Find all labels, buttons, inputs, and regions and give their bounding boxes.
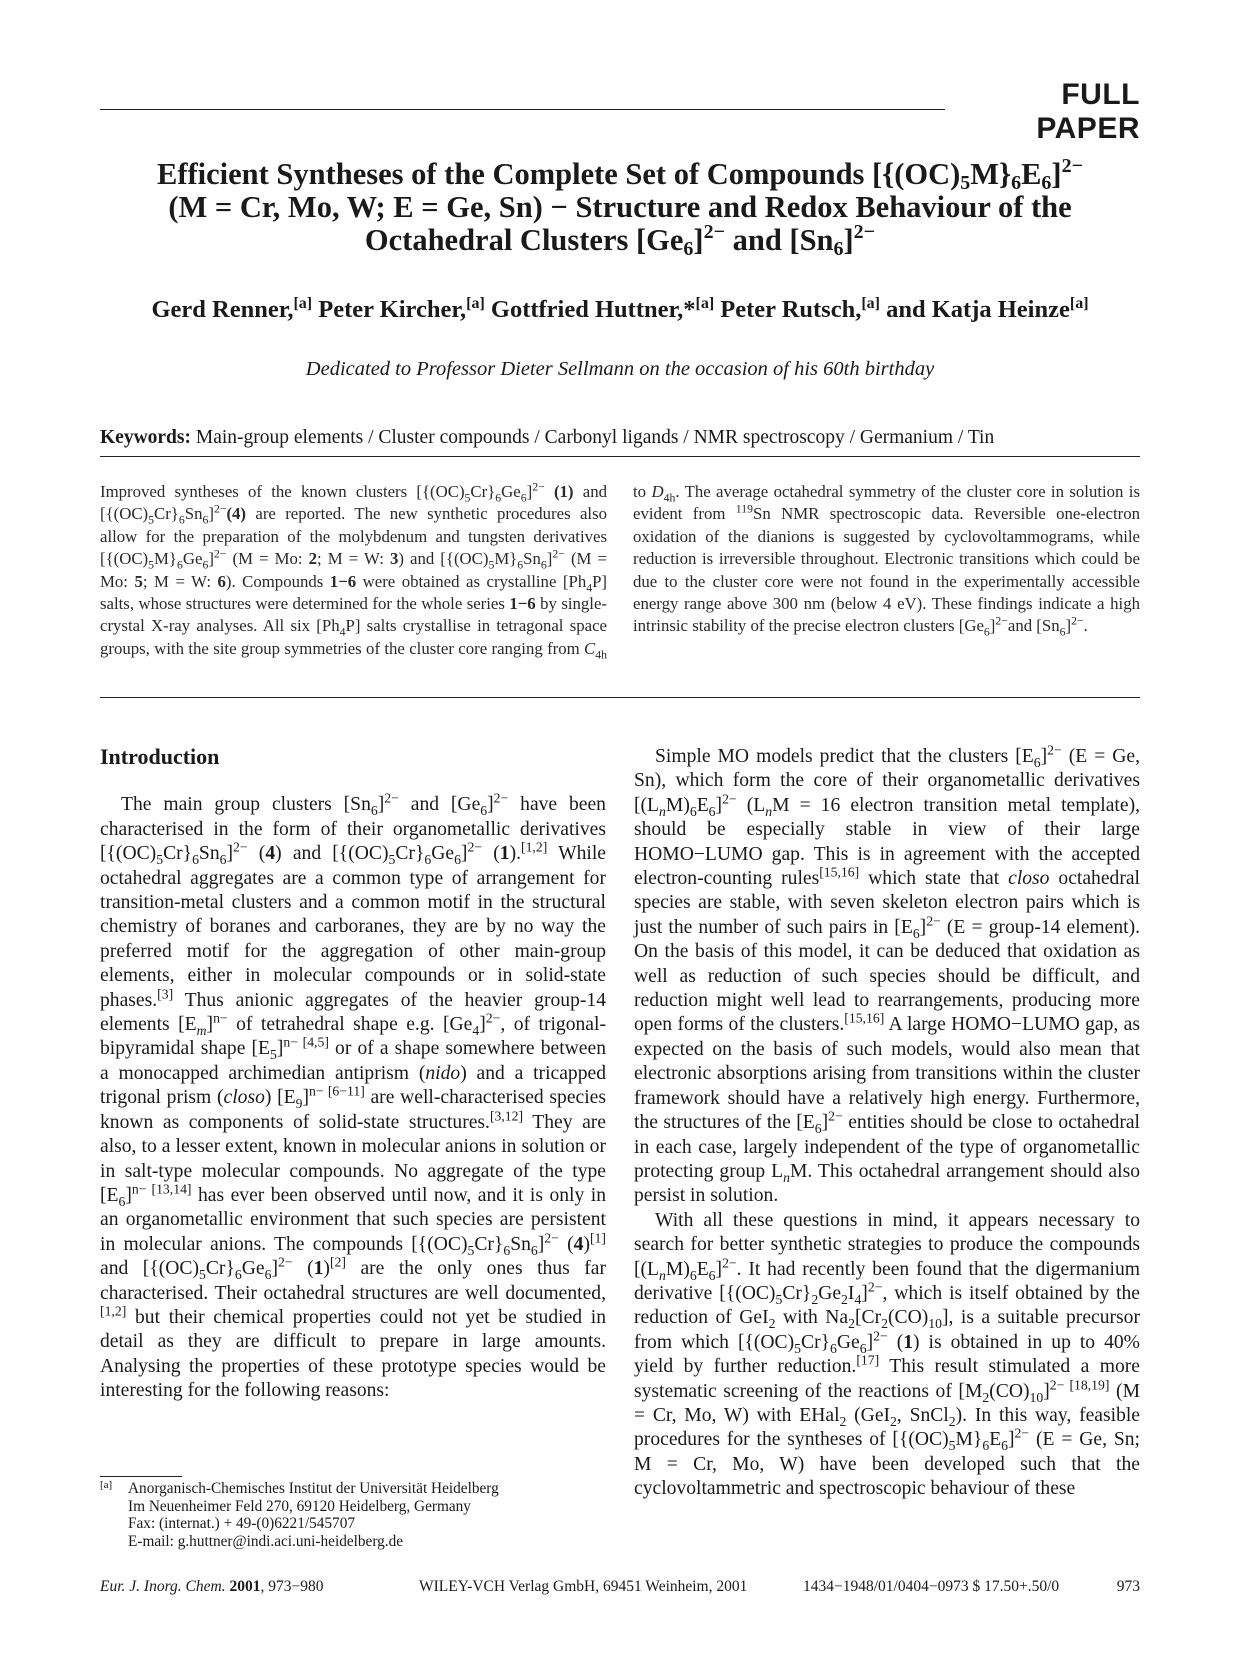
author: Gottfried Huttner,* <box>490 296 696 323</box>
article-body <box>100 742 1141 1545</box>
article-title: Efficient Syntheses of the Complete Set of Compounds $[\{(OC)_5M\}_6E_6]^{2-}$ (M = Cr, Mo, W; E = Ge, Sn) − Structure and Redox Behaviour of the Octahedral Clusters $[Ge_6]^{2-}$ and $[Sn_6]^{2-}$ <box>156 155 1083 260</box>
keywords-label: Keywords: <box>100 427 191 448</box>
publisher: WILEY-VCH Verlag GmbH, 69451 Weinheim, 2001 <box>419 1578 748 1595</box>
paragraph: With all these questions in mind, it appears necessary to search for better synthetic strategies to produce the compounds $[(L_nM)_6E_6]^{2-}$. It had recently been found that the digermanium derivative $[\{(OC)_5Cr\}_2Ge_2I_4]^{2-}$, which is itself obtained by the reduction of GeI$_2$ with $Na_2[Cr_2(CO)_{10}]$, is a suitable precursor from which $[\{(OC)_5Cr\}_6Ge_6]^{2-}$ (1) is obtained in up to 40% yield by further reduction.[17] This result stimulated a more systematic screening of the reactions of $[M_2(CO)_{10}]^{2- [18,19]}$ (M = Cr, Mo, W) with EHal$_2$ (GeI$_2$, SnCl$_2$). In this way, feasible procedures for the syntheses of $[\{(OC)_5M\}_6E_6]^{2-}$ (E = Ge, Sn; M = Cr, Mo, W) have been developed such that the cyclovoltammetric and spectroscopic behaviour of these <box>634 1209 1141 1500</box>
footnote-mark: [a] <box>100 1479 113 1491</box>
abstract-bottom-rule <box>100 697 1140 698</box>
footnote-line[interactable]: E-mail: g.huttner@indi.aci.uni-heidelberg.de <box>128 1532 404 1550</box>
affiliation-footnote <box>100 1480 605 1550</box>
author: Gerd Renner, <box>151 296 294 323</box>
footnote-rule <box>100 1476 182 1477</box>
journal-citation: Eur. J. Inorg. Chem. 2001, 973−980 <box>100 1578 324 1595</box>
section-heading: Introduction <box>100 744 220 769</box>
author: Peter Rutsch, <box>720 296 862 323</box>
abstract: Improved syntheses of the known clusters $[\{(OC)_5Cr\}_6Ge_6]^{2-}$ (1) and $[\{(OC)_5Cr\}_6Sn_6]^{2-}(4)$ are reported. The new synthetic procedures also allow for the preparation of the molybdenum and tungsten derivatives $[\{(OC)_5M\}_6Ge_6]^{2-}$ (M = Mo: 2; M = W: 3) and $[\{(OC)_5M\}_6Sn_6]^{2-}$ (M = Mo: 5; M = W: 6). Compounds 1−6 were obtained as crystalline $[Ph_4P]$ salts, whose structures were determined for the whole series 1−6 by single-crystal X-ray analyses. All six $[Ph_4P]$ salts crystallise in tetragonal space groups, with the site group symmetries of the cluster core ranging from $C_{4h}$ to $D_{4h}$. The average octahedral symmetry of the cluster core in solution is evident from $^{119}$Sn NMR spectroscopic data. Reversible one-electron oxidation of the dianions is suggested by cyclovoltammograms, while reduction is irreversible throughout. Electronic transitions which could be due to the cluster core were not found in the experimentally accessible energy range above 300 nm (below 4 eV). These findings indicate a high intrinsic stability of the precise electron clusters $[Ge_6]^{2-}and$ $[Sn_6]^{2-}$. <box>100 480 1141 662</box>
dedication: Dedicated to Professor Dieter Sellmann on the occasion of his 60th birthday <box>305 358 935 380</box>
issn: 1434−1948/01/0404−0973 $ 17.50+.50/0 <box>803 1578 1060 1595</box>
keywords <box>100 427 1140 449</box>
section-label: FULL PAPER <box>1036 78 1140 145</box>
author-list: Gerd Renner,[a] Peter Kircher,[a] Gottfried Huttner,*[a] Peter Rutsch,[a] and Katja Heinze[a] <box>151 295 1089 323</box>
footnote-line: Fax: (internat.) + 49-(0)6221/545707 <box>128 1515 355 1532</box>
keywords-text: Main-group elements / Cluster compounds / Carbonyl ligands / NMR spectroscopy / Germanium / Tin <box>195 427 995 448</box>
footnote-line: Im Neuenheimer Feld 270, 69120 Heidelberg, Germany <box>128 1497 471 1515</box>
page-number: 973 <box>1116 1578 1140 1595</box>
paragraph: The main group clusters $[Sn_6]^{2-}$ and $[Ge_6]^{2-}$ have been characterised in the form of their organometallic derivatives $[\{(OC)_5Cr\}_6Sn_6]^{2-}$ (4) and $[\{(OC)_5Cr\}_6Ge_6]^{2-}$ (1).[1,2] While octahedral aggregates are a common type of arrangement for transition-metal clusters and a common motif in the structural chemistry of boranes and carboranes, they are by no way the preferred motif for the aggregation of other main-group elements, either in molecular compounds or in solid-state phases.[3] Thus anionic aggregates of the heavier group-14 elements $[E_m]^{n-}$ of tetrahedral shape e.g. $[Ge_4]^{2-}$, of trigonal-bipyramidal shape $[E_5]^{n- [4,5]}$ or of a shape somewhere between a monocapped archimedian antiprism (nido) and a tricapped trigonal prism (closo) $[E_9]^{n- [6-11]}$ are well-characterised species known as components of solid-state structures.[3,12] They are also, to a lesser extent, known in molecular anions in solution or in salt-type molecular compounds. No aggregate of the type $[E_6]^{n- [13,14]}$ has ever been observed until now, and it is only in an organometallic environment that such species are persistent in molecular anions. The compounds $[\{(OC)_5Cr\}_6Sn_6]^{2-}$ (4)[1] and $[\{(OC)_5Cr\}_6Ge_6]^{2-}$ (1)[2] are the only ones thus far characterised. Their octahedral structures are well documented,[1,2] but their chemical properties could not yet be studied in detail as they are difficult to prepare in large amounts. Analysing the properties of these prototype species would be interesting for the following reasons: <box>100 790 606 1402</box>
abstract-top-rule <box>100 456 1140 457</box>
author: and Katja Heinze <box>886 296 1070 323</box>
author: Peter Kircher, <box>318 296 467 323</box>
footnote-line: Anorganisch-Chemisches Institut der Universität Heidelberg <box>128 1480 499 1497</box>
header-rule <box>100 109 945 110</box>
paragraph: Simple MO models predict that the clusters $[E_6]^{2-}$ (E = Ge, Sn), which form the core of their organometallic derivatives $[(L_nM)_6E_6]^{2-}$ ($L_nM = 16$ electron transition metal template), should be especially stable in view of their large HOMO−LUMO gap. This is in agreement with the accepted electron-counting rules[15,16] which state that closo octahedral species are stable, with seven skeleton electron pairs which is just the number of such pairs in $[E_6]^{2-}$ (E = group-14 element). On the basis of this model, it can be deduced that oxidation as well as reduction of such species should be difficult, and reduction might well lead to rearrangements, producing more open forms of the clusters.[15,16] A large HOMO−LUMO gap, as expected on the basis of such models, would also mean that electronic absorptions arising from transitions within the cluster framework should have a relatively high energy. Furthermore, the structures of the $[E_6]^{2-}$ entities should be close to octahedral in each case, largely independent of the type of organometallic protecting group $L_nM$. This octahedral arrangement should also persist in solution. <box>634 742 1141 1207</box>
